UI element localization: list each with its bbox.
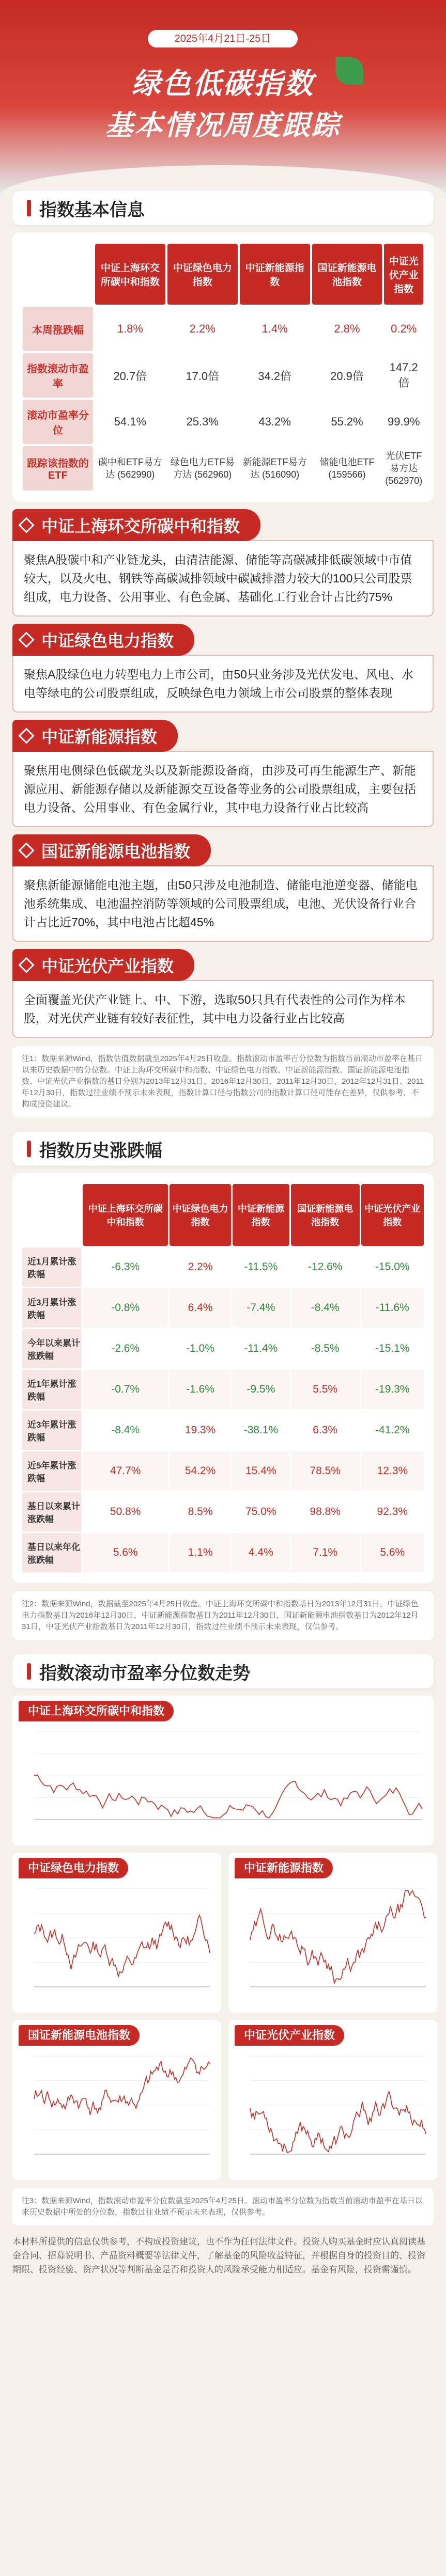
section-bar [27,1663,31,1680]
cell-value: 2.2% [189,322,216,335]
cell-value: 43.2% [258,415,291,428]
row-label: 近1月累计涨跌幅 [22,1247,81,1287]
section-title: 指数历史涨跌幅 [39,1141,162,1161]
cell-value: 75.0% [245,1506,276,1518]
cell-value: 20.7倍 [113,369,147,383]
diamond-icon [18,728,34,744]
pe-chart [235,2046,431,2175]
cell-value: -8.5% [311,1342,340,1354]
cell-value: 34.2倍 [258,369,292,383]
pe-percentile-line [34,1915,210,1977]
row-label: 近5年累计涨跌幅 [22,1451,81,1491]
cell-value: 5.5% [291,1370,360,1409]
table-corner [22,1184,81,1246]
cell-value: -8.4% [291,1288,360,1327]
basic-info-panel [12,232,434,502]
cell-value: 98.8% [310,1506,341,1518]
desc-body: 聚焦A股碳中和产业链龙头，由清洁能源、储能等高碳减排低碳领域中市值较大，以及火电、钢铁等高碳减排领域中碳减排潜力较大的100只公司股票组成，电力设备、公用事业、有色金属、基础化工行业合计占比约75% [12,540,434,617]
row-label: 指数滚动市盈率 [23,353,93,398]
pe-chart-card [12,1853,221,2013]
col-header: 中证新能源指数 [240,244,310,305]
desc-tag [12,949,194,981]
section-history [12,1132,434,1166]
cell-value: -11.5% [244,1261,278,1273]
chart-title: 国证新能源电池指数 [19,2025,140,2046]
table-row [23,307,423,351]
title-line-1: 绿色低碳指数 [131,67,315,100]
cell-value: 0.2% [391,322,417,335]
section-bar [27,200,31,216]
row-label: 近3年累计涨跌幅 [22,1411,81,1450]
chart-title: 中证上海环交所碳中和指数 [19,1701,174,1721]
desc-body: 聚焦新能源储能电池主题，由50只涉及电池制造、储能电池逆变器、储能电池系统集成、电池温控消防等领域的公司股票组成，电池、光伏设备行业合计占比近70%，其中电池占比超45% [12,865,434,942]
desc-body: 聚焦用电侧绿色低碳龙头以及新能源设备商，由涉及可再生能源生产、新能源应用、新能源存储以及新能源交互设备等业务的公司股票组成，主要包括电力设备、公用事业、有色金属行业，其中电力设备行业占比较高 [12,751,434,827]
cell-value: 54.1% [114,415,147,428]
desc-tag [12,834,211,866]
pe-chart-card [12,2020,221,2180]
row-label: 基日以来累计涨跌幅 [22,1492,81,1531]
col-header: 国证新能源电池指数 [312,244,382,305]
row-label: 跟踪该指数的ETF [23,446,93,491]
pe-chart [19,1878,215,2008]
cell-value: -38.1% [243,1424,279,1436]
row-label: 滚动市盈率分位 [23,400,93,444]
row-label: 近1年累计涨跌幅 [22,1370,81,1409]
cell-value: 6.3% [313,1424,338,1436]
cell-value: 54.2% [170,1451,231,1491]
desc-tag-label: 中证上海环交所碳中和指数 [41,517,240,535]
row-label: 本周涨跌幅 [23,307,93,351]
etf-link[interactable]: 储能电池ETF (159566) [319,457,375,480]
pe-percentile-line [34,1775,422,1818]
cell-value: 1.4% [262,322,288,335]
table-row [22,1370,424,1409]
cell-value: -19.3% [361,1370,424,1409]
footnote-2: 注2：数据来源Wind，数据截至2025年4月25日收盘。中证上海环交所碳中和指数基日为2013年12月31日，中证绿色电力指数基日为2016年12月30日，中证新能源指数基日为2011年12月30日，国证新能源电池指数基日为2012年12月31日，中证光伏产业指数基日为2011年12月30日，指数过往业绩不预示未来表现，仅供参考。 [12,1591,434,1640]
footnote-3: 注3：数据来源Wind，指数滚动市盈率分位数截至2025年4月25日。滚动市盈率分位数为指数当前滚动市盈率在基日以来历史数据中所处的分位数，指数过往业绩不预示未来表现，仅供参考。 [12,2188,434,2225]
table-row [22,1288,424,1327]
table-row [22,1411,424,1450]
cell-value: 99.9% [388,415,420,428]
desc-tag-label: 国证新能源电池指数 [41,842,191,861]
hero-banner [0,0,446,196]
table-row [23,446,423,491]
row-label: 基日以来年化涨跌幅 [22,1533,81,1572]
pe-chart [19,1721,427,1840]
cell-value: 78.5% [291,1451,360,1491]
desc-tag-label: 中证新能源指数 [41,728,158,746]
cell-value: -8.4% [111,1424,140,1436]
cell-value: -2.6% [111,1342,140,1354]
chart-title: 中证绿色电力指数 [19,1858,128,1878]
cell-value: -6.3% [111,1261,140,1273]
title-line-2: 基本情况周度跟踪 [105,110,341,141]
table-row [23,400,423,444]
desc-card [12,834,434,942]
chart-grid [12,1853,434,2180]
cell-value: 1.8% [117,322,143,335]
cell-value: 55.2% [331,415,363,428]
cell-value: -0.8% [83,1288,168,1327]
row-label: 近3月累计涨跌幅 [22,1288,81,1327]
history-table [21,1182,425,1574]
col-header: 中证绿色电力指数 [170,1184,231,1246]
desc-card [12,949,434,1038]
section-pe-trend [12,1654,434,1688]
cell-value: -12.6% [307,1261,343,1273]
table-corner [23,244,93,305]
col-header: 中证光伏产业指数 [384,244,423,305]
pe-percentile-line [250,2092,426,2153]
col-header: 中证新能源指数 [233,1184,289,1246]
etf-link[interactable]: 新能源ETF易方达 (516090) [242,457,307,480]
desc-card [12,720,434,827]
col-header: 中证光伏产业指数 [361,1184,424,1246]
row-label: 今年以来累计涨跌幅 [22,1329,81,1368]
section-bar [27,1141,31,1157]
pe-percentile-line [250,1891,426,1983]
desc-tag [12,624,194,656]
chart-title: 中证光伏产业指数 [235,2025,344,2046]
etf-link[interactable]: 碳中和ETF易方达 (562990) [98,457,162,480]
footnote-1: 注1：数据来源Wind，指数估值数据截至2025年4月25日收盘。指数滚动市盈率百分位数为指数当前滚动市盈率在基日以来历史数据中的分位数。中证上海环交所碳中和指数、中证绿色电力指数、中证新能源指数、国证新能源电池指数、中证光伏产业指数的基日分别为2013年12月31日、2016年12月30日、2011年12月30日、2012年12月31日、2011年12月30日，指数过往业绩不预示未来表现，指数计算口径与指数公司的指数计算口径可能存在差异，仅供参考，不构成投资建议。 [12,1046,434,1117]
date-badge: 2025年4月21日-25日 [148,30,298,48]
cell-value: -15.1% [375,1342,410,1354]
cell-value: -1.6% [170,1370,231,1409]
cell-value: 15.4% [233,1451,289,1491]
pe-chart-card [12,1696,434,1845]
table-row [23,353,423,398]
cell-value: 147.2倍 [389,360,418,389]
pe-chart [19,2046,215,2175]
col-header: 中证绿色电力指数 [167,244,238,305]
desc-tag-label: 中证光伏产业指数 [41,957,174,975]
cell-value: 47.7% [83,1451,168,1491]
table-row [22,1533,424,1572]
chart-title: 中证新能源指数 [235,1858,333,1878]
cell-value: -15.0% [375,1261,410,1273]
cell-value: 25.3% [186,415,219,428]
pe-percentile-line [34,2058,210,2115]
section-basic-info [12,191,434,225]
diamond-icon [18,517,34,533]
cell-value: 50.8% [110,1506,141,1518]
cell-value: 5.6% [83,1533,168,1572]
table-row [22,1492,424,1531]
etf-link[interactable]: 绿色电力ETF易方达 (562960) [170,457,235,480]
cell-value: 92.3% [377,1506,408,1518]
desc-tag [12,720,178,752]
desc-body: 聚焦A股绿色电力转型电力上市公司，由50只业务涉及光伏发电、风电、水电等绿电的公司股票组成，反映绿色电力领域上市公司股票的整体表现 [12,655,434,713]
cell-value: -7.4% [233,1288,289,1327]
cell-value: 5.6% [361,1533,424,1572]
cell-value: 7.1% [291,1533,360,1572]
cell-value: 17.0倍 [186,369,220,383]
table-row [22,1329,424,1368]
desc-card [12,624,434,713]
section-title: 指数滚动市盈率分位数走势 [39,1663,250,1683]
chart-wide-wrap [12,1696,434,1845]
cell-value: 1.1% [170,1533,231,1572]
desc-tag-label: 中证绿色电力指数 [41,631,174,650]
pe-chart-card [228,2020,437,2180]
cell-value: -0.7% [83,1370,168,1409]
table-row [22,1247,424,1287]
diamond-icon [18,957,34,973]
diamond-icon [18,631,34,647]
desc-card [12,509,434,617]
diamond-icon [18,842,34,858]
table-row [22,1451,424,1491]
cell-value: -11.4% [244,1342,278,1354]
basic-info-table [21,242,425,493]
cell-value: -41.2% [375,1424,410,1436]
cell-value: 20.9倍 [330,369,364,383]
desc-tag [12,509,260,541]
pe-chart [235,1878,431,2008]
cell-value: 8.5% [188,1506,213,1518]
cell-value: -9.5% [233,1370,289,1409]
cell-value: -11.6% [361,1288,424,1327]
col-header: 国证新能源电池指数 [291,1184,360,1246]
history-panel [12,1173,434,1583]
cell-value: 19.3% [184,1424,216,1436]
cell-value: 2.2% [188,1261,213,1273]
cell-value: 2.8% [334,322,360,335]
col-header: 中证上海环交所碳中和指数 [83,1184,168,1246]
pe-chart-card [228,1853,437,2013]
etf-link[interactable]: 光伏ETF易方达 (562970) [385,451,423,486]
cell-value: -1.0% [186,1342,214,1354]
desc-body: 全面覆盖光伏产业链上、中、下游，选取50只具有代表性的公司作为样本股，对光伏产业链有较好表征性，其中电力设备行业占比较高 [12,980,434,1038]
cell-value: 4.4% [233,1533,289,1572]
col-header: 中证上海环交所碳中和指数 [95,244,165,305]
cell-value: 12.3% [361,1451,424,1491]
cell-value: 6.4% [170,1288,231,1327]
disclaimer: 本材料所提供的信息仅供参考，不构成投资建议，也不作为任何法律文件。投资人购买基金时应认真阅读基金合同、招募说明书、产品资料概要等法律文件，了解基金的风险收益特征，并根据自身的投资目的、投资期限、投资经验、资产状况等判断基金是否和投资人的风险承受能力相适应。基金有风险，投资需谨慎。 [12,2237,425,2274]
section-title: 指数基本信息 [39,200,145,220]
